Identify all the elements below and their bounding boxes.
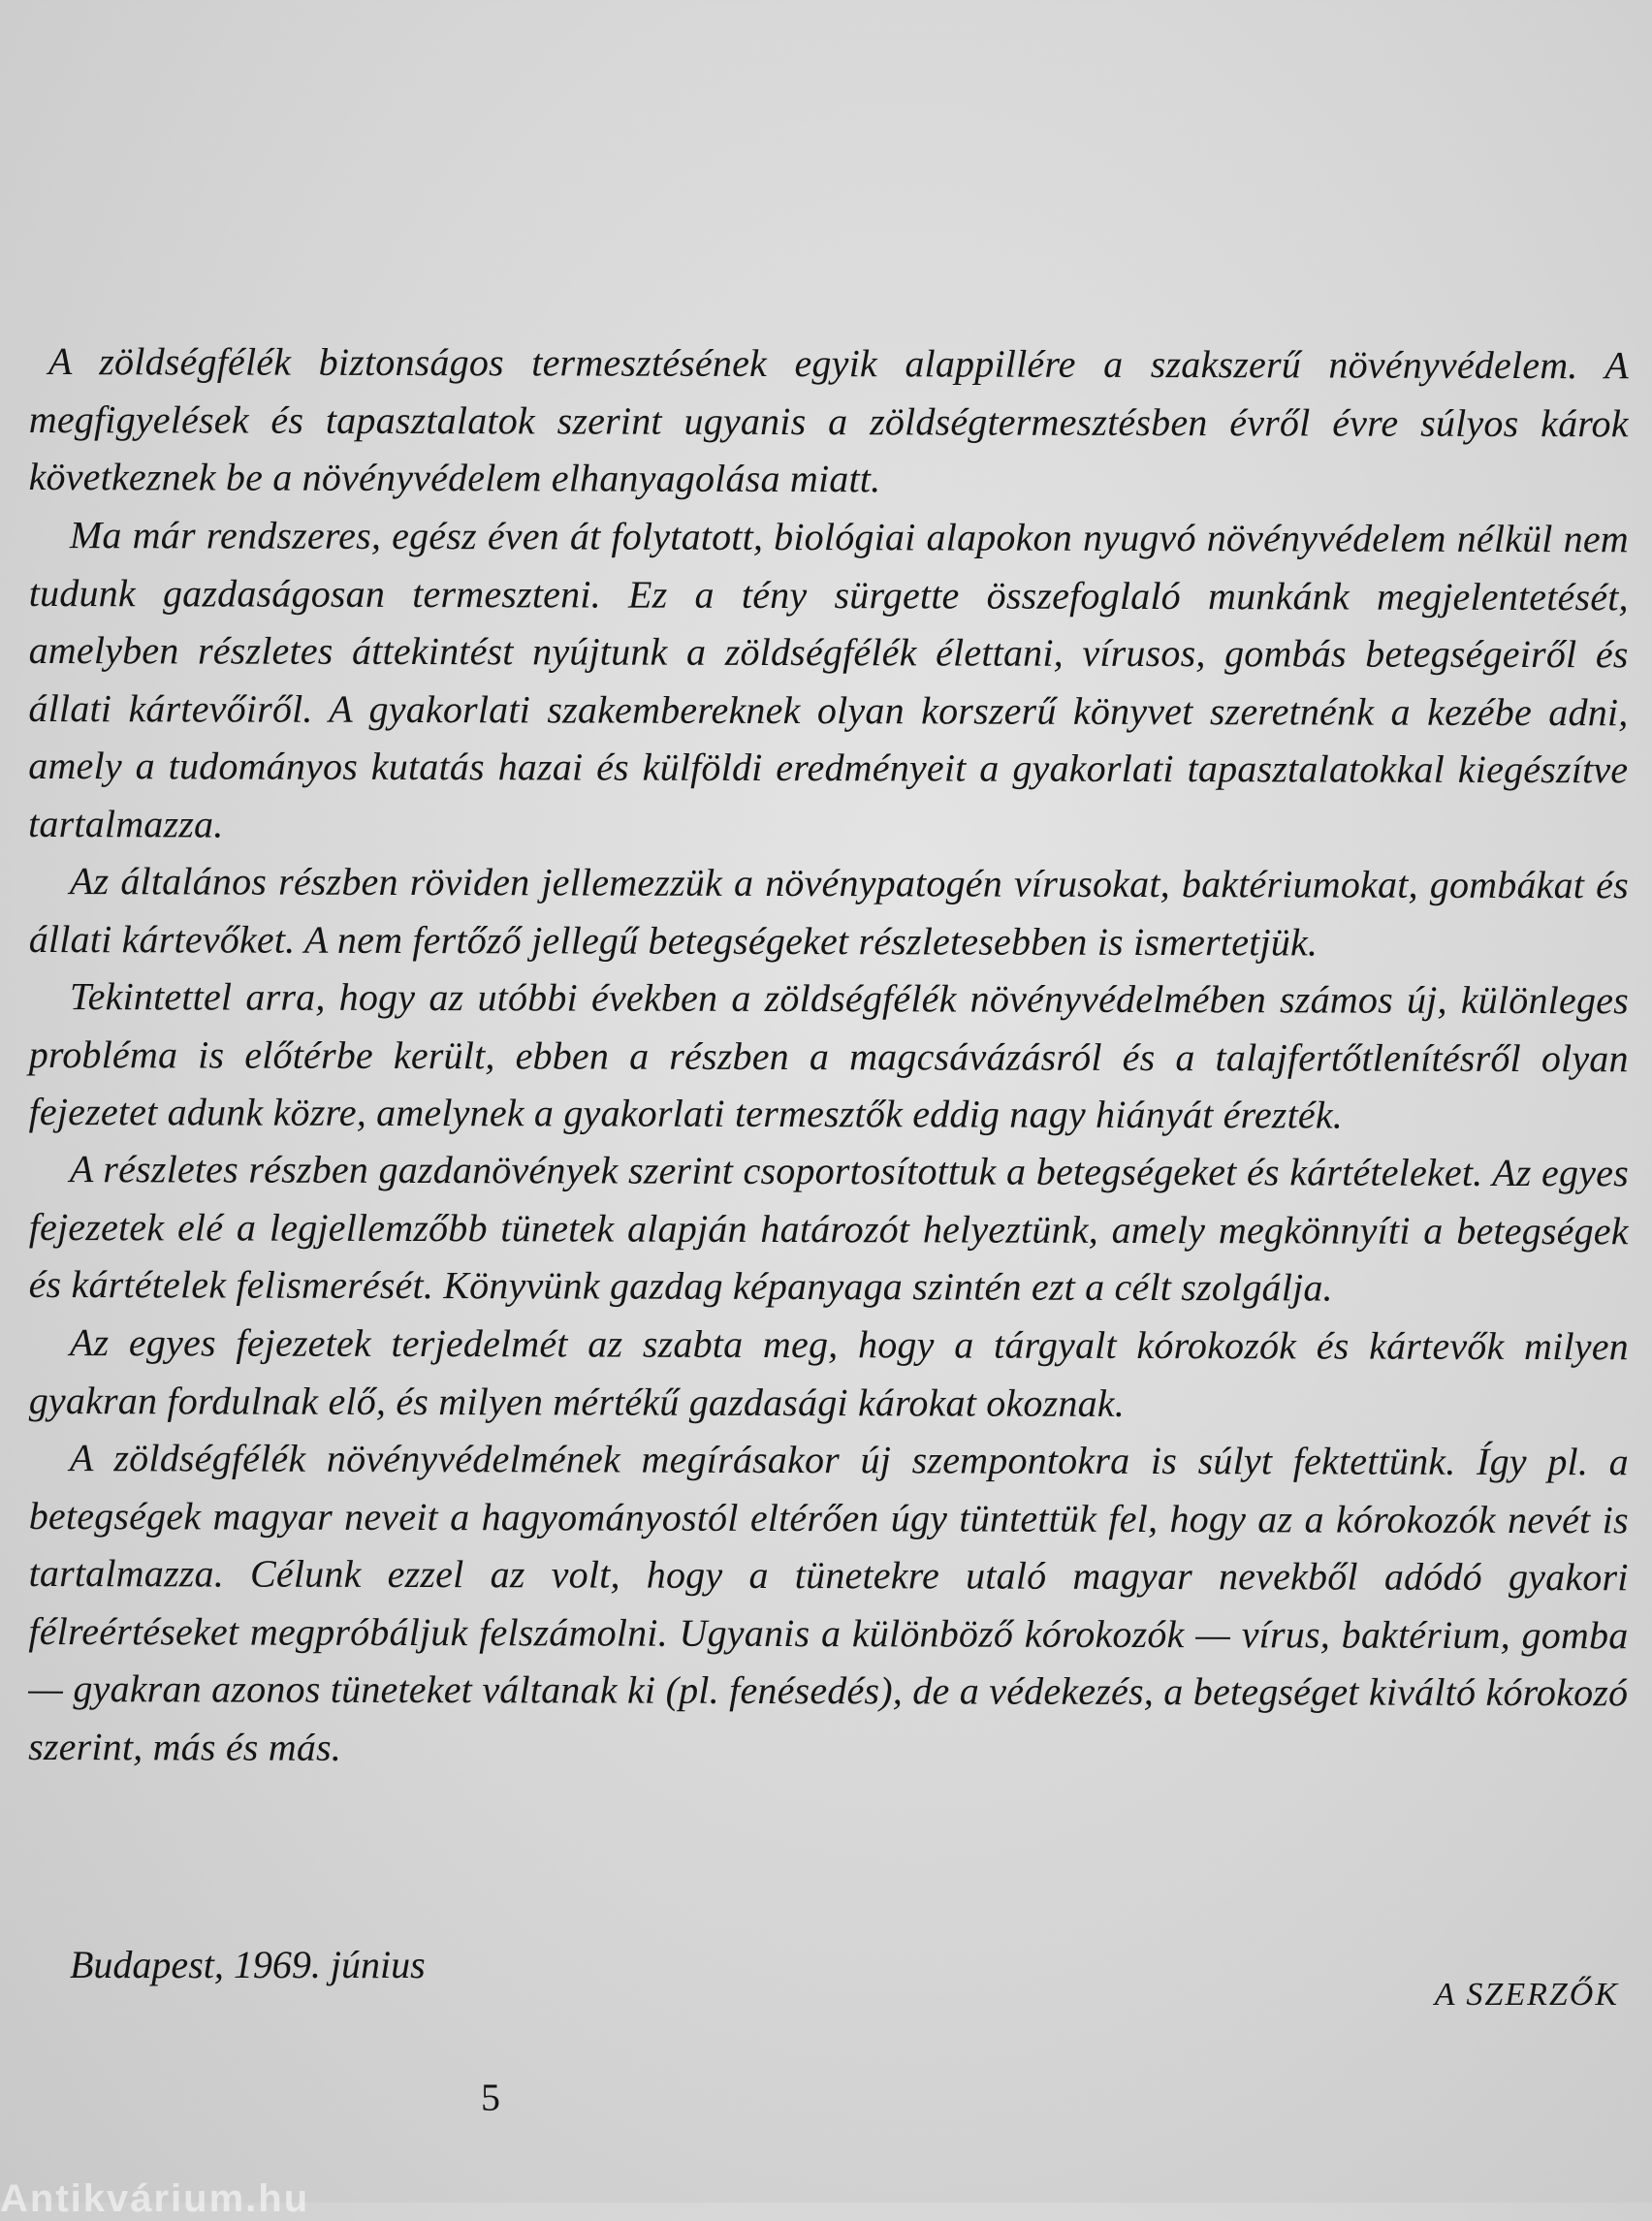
watermark: Antikvárium.hu <box>0 2177 310 2220</box>
authors-signature: A SZERZŐK <box>1434 1977 1619 2013</box>
paragraph-6: Az egyes fejezetek terjedelmét az szabta meg, hogy a tárgyalt kórokozók és kártevők milyen gyakran fordulnak elő, és milyen mértékű gazdasági károkat okoznak. <box>28 1319 1629 1424</box>
paragraph-3: Az általános részben röviden jellemezzük a növénypatogén vírusokat, baktériumokat, gombákat és állati kártevőket. A nem fertőző jellegű betegségeket részletesebben is ismertetjük. <box>28 858 1629 964</box>
place-and-date: Budapest, 1969. június <box>70 1943 426 1986</box>
paragraph-2: Ma már rendszeres, egész éven át folytatott, biológiai alapokon nyugvó növényvédelem nélkül nem tudunk gazdaságosan termeszteni. Ez a tény sürgette összefoglaló munkánk megjelentetését, amelyben részletes áttekintést nyújtunk a zöldségfélék élettani, vírusos, gombás betegségeiről és állati kártevőiről. A gyakorlati szakembereknek olyan korszerű könyvet szeretnénk a kezébe adni, amely a tudományos kutatás hazai és külföldi eredményeit a gyakorlati tapasztalatokkal kiegészítve tartalmazza. <box>28 512 1629 845</box>
paragraph-1: A zöldségfélék biztonságos termesztésének egyik alappillére a szakszerű növényvédelem. A megfigyelések és tapasztalatok szerint ugyanis a zöldségtermesztésben évről évre súlyos károk következnek be a növényvédelem elhanyagolása miatt. <box>28 339 1629 501</box>
paragraph-5: A részletes részben gazdanövények szerint csoportosítottuk a betegségeket és kártételeket. Az egyes fejezetek elé a legjellemzőbb tünetek alapján határozót helyeztünk, amely megkönnyíti a betegségek és kártételek felismerését. Könyvünk gazdag képanyaga szintén ezt a célt szolgálja. <box>28 1147 1629 1310</box>
paragraph-4: Tekintettel arra, hogy az utóbbi években a zöldségfélék növényvédelmében számos új, különleges probléma is előtérbe került, ebben a részben a magcsávázásról és a talajfertőtlenítésről olyan fejezetet adunk közre, amelynek a gyakorlati termesztők eddig nagy hiányát érezték. <box>28 973 1629 1137</box>
signoff <box>0 1942 1652 2029</box>
page-number: 5 <box>481 2076 500 2119</box>
preface-text <box>29 333 1629 1775</box>
paragraph-7: A zöldségfélék növényvédelmének megírásakor új szempontokra is súlyt fektettünk. Így pl. a betegségek magyar neveit a hagyományostól eltérően úgy tüntettük fel, hogy az a kórokozók nevét is tartalmazza. Célunk ezzel az volt, hogy a tünetekre utaló magyar nevekből adódó gyakori félreértéseket megpróbáljuk felszámolni. Ugyanis a különböző kórokozók — vírus, baktérium, gomba — gyakran azonos tüneteket váltanak ki (pl. fenésedés), de a védekezés, a betegséget kiváltó kórokozó szerint, más és más. <box>28 1435 1629 1768</box>
